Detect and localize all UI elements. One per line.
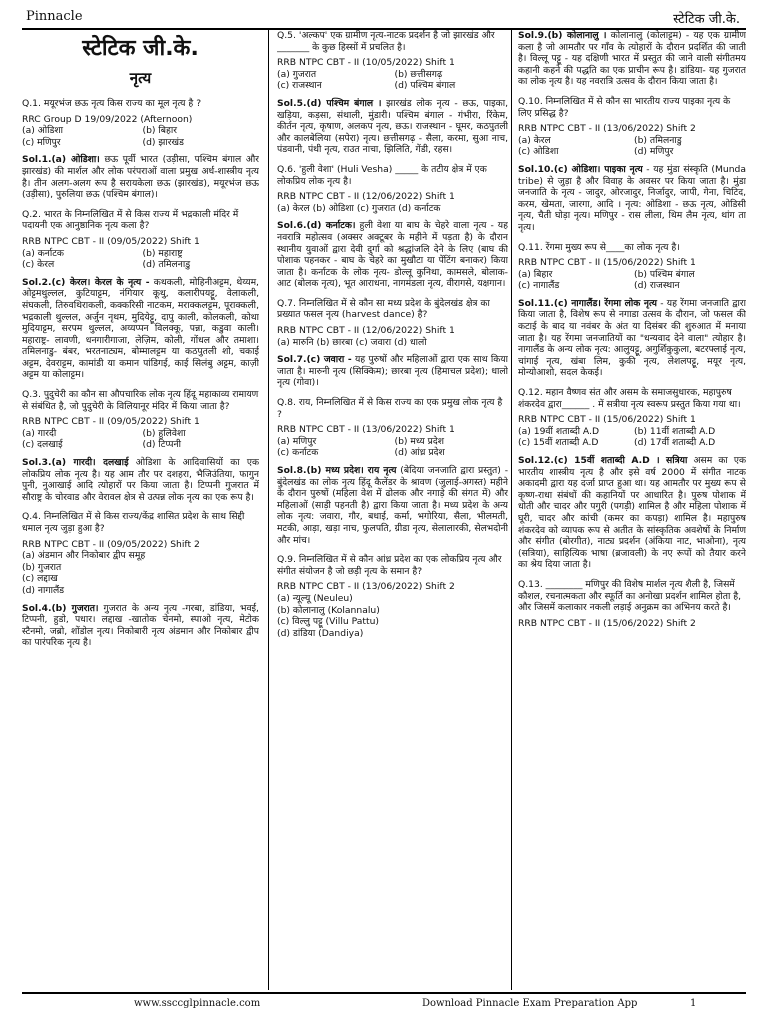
question-block <box>22 389 259 503</box>
answer-option: (b) गुजरात <box>22 561 62 573</box>
answer-option: (c) लद्दाख <box>22 573 58 585</box>
question-text: Q.7. निम्नलिखित में से कौन सा मध्य प्रदेश के बुंदेलखंड क्षेत्र का प्रख्यात फसल नृत्य (harvest dance) है? <box>277 297 490 321</box>
page-number: 1 <box>690 998 697 1009</box>
answer-options <box>277 436 508 459</box>
answer-option: (d) नागालैंड <box>22 584 65 596</box>
answer-options <box>277 337 508 349</box>
answer-options <box>277 69 508 92</box>
exam-source: RRB NTPC CBT - II (15/06/2022) Shift 1 <box>518 257 696 269</box>
solution-text <box>277 98 508 156</box>
answer-option: (b) मध्य प्रदेश <box>394 435 444 447</box>
answer-option: (b) बिहार <box>142 125 178 137</box>
solution-text <box>518 298 746 379</box>
answer-options <box>22 550 259 596</box>
answer-option: (a) केरल (b) ओडिशा (c) गुजरात (d) कर्नाटक <box>277 202 441 214</box>
answer-option: (c) मणिपुर <box>22 136 61 148</box>
solution-body: कथकली, मोहिनीअट्टम, थेय्यम, ओट्टमथुल्लल, कुटियाट्टम, नंगियार कूथु, कलारीपयट्टू, वेलाकली, संघकली, तिरुवथिराकली, कक्करिसी नाटकम, मराक्कलट्टम, पूराक्कली, भद्रकाली थुल्लल, अर्जुन नृथम, मुदियेट्टू, दापु काली, कोलकली, कोथा मुदियाट्टम, सरपम थुल्लल, अय्यप्पन विलक्कू, पन्ना, कडुवा काली। महाराष्ट्र- लावणी, धनगारीगाजा, लेज़िम, कोली, गोंधल और तमाशा। तमिलनाडु- बंबर, भरतनाट्यम, बोम्मालट्टम या कठपुतली शो, चकाई अट्टम, देवराट्टम, कामांडी या कमान पांडिगई, काई सिलंबु अट्टम, काज़ी अट्टम या कोलाट्टम। <box>22 276 259 381</box>
answer-options <box>22 125 259 148</box>
solution-text <box>518 164 746 234</box>
content-columns <box>22 30 746 990</box>
answer-option: (c) विल्लु पट्टू (Villu Pattu) <box>277 616 379 628</box>
answer-option: (b) पश्चिम बंगाल <box>634 268 695 280</box>
answer-option: (d) आंध्र प्रदेश <box>394 447 445 459</box>
answer-options <box>277 593 508 639</box>
answer-option: (d) टिप्पनी <box>142 439 181 451</box>
question-text: Q.9. निम्नलिखित में से कौन आंध्र प्रदेश का एक लोकप्रिय नृत्य और संगीत संयोजन है जो छड़ी नृत्य के समान है? <box>277 554 502 577</box>
solution-heading: Sol.6.(d) कर्नाटक। <box>277 220 356 232</box>
question-text: Q.10. निम्नलिखित में से कौन सा भारतीय राज्य पाइका नृत्य के लिए प्रसिद्ध है? <box>518 95 731 119</box>
page-footer <box>22 992 746 1016</box>
question-block <box>518 387 746 571</box>
question-block <box>518 30 746 88</box>
answer-options <box>22 248 259 271</box>
question-block <box>277 298 508 389</box>
solution-body: छऊ पूर्वी भारत (उड़ीसा, पश्चिम बंगाल और झारखंड) की मार्शल और लोक परंपराओं वाला प्रमुख अर्ध-शास्त्रीय नृत्य है। तीन अलग-अलग रूप है सरायकेला छऊ (झारखंड), मयूरभंज छऊ (उड़ीसा), पुरुलिया छऊ (पश्चिम बंगाल)। <box>22 154 259 201</box>
exam-source: RRB NTPC CBT - II (10/05/2022) Shift 1 <box>277 57 455 69</box>
page-subtitle: नृत्य <box>129 69 152 87</box>
question-block <box>518 242 746 380</box>
question-text: Q.3. पुदुचेरी का कौन सा औपचारिक लोक नृत्य हिंदू महाकाव्य रामायण से संबंधित है, जो पुदुचेरी के विलियानूर मंदिर में किया जाता है? <box>22 389 259 412</box>
answer-option: (d) राजस्थान <box>634 280 680 292</box>
question-text: Q.12. महान वैष्णव संत और असम के समाजसुधारक, महापुरुष शंकरदेव द्वारा______ . में सत्रीया नृत्य स्वरूप प्रस्तुत किया गया था। <box>518 387 741 410</box>
question-block <box>518 96 746 234</box>
brand-name: Pinnacle <box>26 9 83 24</box>
question-block <box>518 579 746 629</box>
solution-heading: Sol.8.(b) मध्य प्रदेश। राय नृत्य <box>277 465 397 476</box>
answer-option: (d) डांडिया (Dandiya) <box>277 627 364 639</box>
answer-option: (d) झारखंड <box>142 136 184 148</box>
exam-source: RRB NTPC CBT - II (15/06/2022) Shift 2 <box>518 617 696 629</box>
answer-option: (a) मारुनि (b) छारबा (c) जवारा (d) धालो <box>277 336 427 348</box>
solution-body: झारखंड लोक नृत्य - छऊ, पाइका, खड़िया, कड़सा, संथाली, मुंडारी। पश्चिम बंगाल - गंभीरा, रिंकेम, कीर्तन नृत्य, कृषाण, अलकप नृत्य, छऊ। राजस्थान - घूमर, कठपुतली और कालबेलिया (सपेरा) नृत्य। छत्तीसगढ़ - सैला, करमा, सुआ नाच, पंडवानी, पंथी नृत्य, राउत नाचा, झिलिति, गेंडी, रहस। <box>277 97 508 156</box>
solution-text <box>22 154 259 200</box>
solution-heading: Sol.10.(c) ओडिशा। पाइका नृत्य <box>518 163 643 175</box>
answer-option: (d) मणिपुर <box>634 146 674 158</box>
solution-body: कोलानालु (कोलाट्टम) - यह एक ग्रामीण कला है जो आमतौर पर गाँव के त्योहारों के दौरान प्रदर्शित की जाती है। विल्लू पट्टू - यह दक्षिणी भारत में प्रस्तुत की जाने वाली संगीतमय कहानी कहने की पद्धति का एक प्राचीन रूप है। डांडिया- यह गुजरात का लोक नृत्य है। यह नवरात्रि उत्सव के दौरान किया जाता है। <box>518 30 746 88</box>
exam-source: RRB NTPC CBT - II (09/05/2022) Shift 2 <box>22 538 200 550</box>
solution-body: - यह रेंगमा जनजाति द्वारा किया जाता है, विशेष रूप से नगाडा उत्सव के दौरान, जो फसल की कटाई के बाद या नवंबर के अंत या दिसंबर की शुरुआत में मनाया जाता है। यह रेंगमा जनजातियों का "धन्यवाद देने वाला" त्योहार है। नागालैंड के अन्य लोक नृत्य: आलुयट्टू, अगुर्शिकुकुला, बटरफ्लाई नृत्य, चांगाई नृत्य, खंबा लिम, कुकी नृत्य, लेशलपट्टू, मयूर नृत्य, मोन्योआशो, सदल केकई। <box>518 297 746 379</box>
exam-source: RRB NTPC CBT - II (15/06/2022) Shift 1 <box>518 414 696 426</box>
answer-option: (c) कर्नाटक <box>277 447 319 459</box>
question-block <box>22 209 259 381</box>
page-header <box>22 6 746 30</box>
question-block <box>277 164 508 290</box>
solution-body: ओडिशा के आदिवासियों का एक लोकप्रिय लोक नृत्य है। यह आम तौर पर दशहरा, भैजिउंतिया, फागुन पुनी, नुआखाई आदि त्योहारों पर किया जाता है। टिप्पनी गुजरात में सौराष्ट्र के चोरवाड और वेरावल क्षेत्र से उत्पन्न लोक नृत्य का एक रूप है। <box>22 457 259 503</box>
solution-text <box>277 354 508 389</box>
solution-text <box>277 220 508 290</box>
question-block <box>22 511 259 649</box>
answer-option: (b) 11वीं शताब्दी A.D <box>634 425 716 437</box>
answer-option: (a) न्यूल्यू (Neuleu) <box>277 592 353 604</box>
answer-option: (b) महाराष्ट्र <box>142 247 183 259</box>
answer-option: (a) केरल <box>518 134 551 146</box>
answer-option: (a) कर्नाटक <box>22 247 64 259</box>
answer-option: (b) हुलिवेशा <box>142 427 186 439</box>
question-block <box>277 30 508 156</box>
solution-text <box>22 603 259 649</box>
solution-heading: Sol.3.(a) गारदी। दलखाई <box>22 457 129 469</box>
question-block <box>277 397 508 546</box>
answer-option: (c) राजस्थान <box>277 80 322 92</box>
question-text: Q.13. ________ मणिपुर की विशेष मार्शल नृत्य शैली है, जिसमें कौशल, रचनात्मकता और स्फूर्ति का अनोखा प्रदर्शन शामिल होता है, और जिसमें कलाकार नकली लड़ाई अनुक्रम का अभिनय करते है। <box>518 578 742 614</box>
exam-source: RRC Group D 19/09/2022 (Afternoon) <box>22 113 193 125</box>
answer-option: (a) 19वीं शताब्दी A.D <box>518 425 600 437</box>
solution-body: यह पुरुषों और महिलाओं द्वारा एक साथ किया जाता है। मारुनी नृत्य (सिक्किम); छारबा नृत्य (हिमाचल प्रदेश); धालो नृत्य (गोवा)। <box>277 354 508 389</box>
solution-body: हुली वेशा या बाघ के चेहरे वाला नृत्य - यह नवरात्रि महोत्सव (अक्सर अक्टूबर के महीने में पड़ता है) के दौरान स्थानीय युवाओं द्वारा देवी दुर्गा को श्रद्धांजलि देने के लिए (बाघ की पोशाक पहनकर - बाघ के चेहरे का मुखौटा या पेंटिंग बनाकर) किया जाता है। कर्नाटक के लोक नृत्य- डोल्लू कुनिथा, कामसले, बोलाक-आट (बोलक नृत्य), भूत आराधना, नागमंडला नृत्य, वीरागसे, यक्षगान। <box>277 220 508 290</box>
answer-options <box>22 428 259 451</box>
solution-heading: Sol.1.(a) ओडिशा। <box>22 154 100 166</box>
solution-heading: Sol.9.(b) कोलानालु । <box>518 30 607 41</box>
solution-heading: Sol.4.(b) गुजरात। <box>22 602 99 614</box>
answer-option: (c) दलखाई <box>22 439 63 451</box>
solution-text <box>518 30 746 88</box>
answer-options <box>518 135 746 158</box>
question-text: Q.11. रेंगमा मुख्य रूप से____का लोक नृत्य है। <box>518 241 680 253</box>
exam-source: RRB NTPC CBT - II (09/05/2022) Shift 1 <box>22 416 200 428</box>
solution-heading: Sol.2.(c) केरल। केरल के नृत्य - <box>22 276 150 288</box>
question-text: Q.1. मयूरभंज छऊ नृत्य किस राज्य का मूल नृत्य है ? <box>22 98 202 109</box>
exam-source: RRB NTPC CBT - II (09/05/2022) Shift 1 <box>22 235 200 247</box>
question-block <box>277 554 508 639</box>
question-text: Q.5. 'अल्कप' एक ग्रामीण नृत्य-नाटक प्रदर्शन है जो झारखंड और _______ के कुछ हिस्सों में प्रचलित है। <box>277 30 495 53</box>
question-text: Q.8. राय, निम्नलिखित में से किस राज्य का एक प्रमुख लोक नृत्य है ? <box>277 397 503 420</box>
column-3 <box>518 30 746 990</box>
exam-source: RRB NTPC CBT - II (13/06/2022) Shift 2 <box>518 123 696 135</box>
solution-text <box>22 457 259 503</box>
answer-option: (b) छत्तीसगढ़ <box>394 68 443 80</box>
exam-source: RRB NTPC CBT - II (13/06/2022) Shift 2 <box>277 581 455 593</box>
answer-options <box>518 269 746 292</box>
solution-heading: Sol.11.(c) नागालैंड। रेंगमा लोक नृत्य <box>518 297 657 309</box>
solution-body: असम का एक भारतीय शास्त्रीय नृत्य है और इसे वर्ष 2000 में संगीत नाटक अकादमी द्वारा यह दर्जा प्राप्त हुआ था। यह आमतौर पर मुख्य रूप से कृष्ण-राधा संबंधों की कहानियों पर आधारित है। पुरुष पोशाक में धोती और चादर और पगुरी (पगड़ी) शामिल है और महिला पोशाक में घूरी, चादर और कांची (कमर का कपड़ा) शामिल है। महापुरुष शंकरदेव को व्यापक रूप से अतीत के सांस्कृतिक अवशेषों के निर्माण और संगीत (बोरगीत), नाट्य प्रदर्शन (अंकिया नाट, भाओना), नृत्य (सत्रिया), साहित्यिक भाषा (ब्रजावली) के नए रूपों को तैयार करने का श्रेय दिया जाता है। <box>518 455 746 571</box>
answer-options <box>518 426 746 449</box>
footer-app-text: Download Pinnacle Exam Preparation App <box>422 998 638 1009</box>
footer-website: www.ssccglpinnacle.com <box>134 998 261 1009</box>
question-text: Q.4. निम्नलिखित में से किस राज्य/केंद्र शासित प्रदेश के साथ सिद्दी धमाल नृत्य जुड़ा हुआ है? <box>22 511 245 534</box>
question-text: Q.2. भारत के निम्नलिखित में से किस राज्य में भद्रकाली मंदिर में पदायनी एक आनुष्ठानिक नृत्य कला है? <box>22 208 239 232</box>
answer-option: (a) बिहार <box>518 268 553 280</box>
answer-option: (d) पश्चिम बंगाल <box>394 80 456 92</box>
solution-heading: Sol.12.(c) 15वीं शताब्दी A.D । सत्रिया <box>518 455 688 466</box>
question-block <box>22 98 259 201</box>
answer-option: (d) तमिलनाडु <box>142 259 191 271</box>
solution-text <box>518 455 746 571</box>
exam-source: RRB NTPC CBT - II (12/06/2022) Shift 1 <box>277 325 455 337</box>
column-1 <box>22 30 259 990</box>
solution-heading: Sol.5.(d) पश्चिम बंगाल । <box>277 97 382 109</box>
solution-heading: Sol.7.(c) जवारा - <box>277 354 352 366</box>
solution-text <box>22 277 259 381</box>
answer-option: (b) कोलानालु (Kolannalu) <box>277 604 380 616</box>
answer-option: (a) मणिपुर <box>277 435 317 447</box>
answer-option: (c) केरल <box>22 259 55 271</box>
answer-option: (c) नागालैंड <box>518 280 560 292</box>
answer-option: (c) ओडिशा <box>518 146 559 158</box>
header-topic: स्टेटिक जी.के. <box>673 12 740 27</box>
solution-body: (बेदिया जनजाति द्वारा प्रस्तुत) - बुंदेलखंड का लोक नृत्य हिंदू कैलेंडर के श्रावण (जुलाई-अगस्त) महीने के दौरान पुरुषों (महिला वेश में ढोलक और नगाड़े की संगत में) और महिलाओं (साड़ी पहनती है) द्वारा किया जाता है। मध्य प्रदेश के अन्य लोक नृत्य: जवारा, गौर, बधाई, कर्मा, भगोरिया, सैला, भीलमती, मटकी, आड़ा, खड़ा नाच, फुलपति, ग्रीडा नृत्य, सेलालारकी, सेलभदोनी और मांच। <box>277 465 508 546</box>
question-text: Q.6. 'हुली वेशा' (Huli Vesha) _____ के तटीय क्षेत्र में एक लोकप्रिय लोक नृत्य है। <box>277 163 487 187</box>
exam-source: RRB NTPC CBT - II (13/06/2022) Shift 1 <box>277 424 455 436</box>
answer-option: (a) गुजरात <box>277 68 317 80</box>
answer-option: (a) ओडिशा <box>22 125 64 137</box>
answer-option: (a) गारदी <box>22 427 57 439</box>
answer-option: (a) अंडमान और निकोबार द्वीप समूह <box>22 550 146 562</box>
solution-text <box>277 465 508 546</box>
solution-body: - यह मुंडा संस्कृति (Munda tribe) से जुड़ा है और विवाह के अवसर पर किया जाता है। मुंडा जनजाति के नृत्य - जादुर, ओरजादुर, निर्जादुर, जापी, गेना, चिटिद, करम, खेमता, जारगा, आदि । नृत्य: ओडिशा - छऊ नृत्य, ओडिसी नृत्य, चैती घोड़ा नृत्य। मणिपुर - रास लीला, थिम लैम नृत्य, थांग ता नृत्य। <box>518 163 746 233</box>
solution-body: गुजरात के अन्य नृत्य -गरबा, डांडिया, भवई, टिप्पनी, हुडो, पधार। लद्दाख -खातोक चेनमो, स्पाओ नृत्य, मेटोक स्टैनमो, जब्रो, शोंडोल नृत्य। निकोबारी नृत्य अंडमान और निकोबार द्वीप का पारंपरिक नृत्य है। <box>22 602 259 649</box>
answer-option: (b) तमिलनाडु <box>634 134 682 146</box>
answer-options <box>277 203 508 215</box>
page-title: स्टेटिक जी.के. <box>82 36 199 61</box>
answer-option: (d) 17वीं शताब्दी A.D <box>634 437 716 449</box>
answer-option: (c) 15वीं शताब्दी A.D <box>518 437 599 449</box>
column-2 <box>277 30 508 990</box>
exam-source: RRB NTPC CBT - II (12/06/2022) Shift 1 <box>277 191 455 203</box>
